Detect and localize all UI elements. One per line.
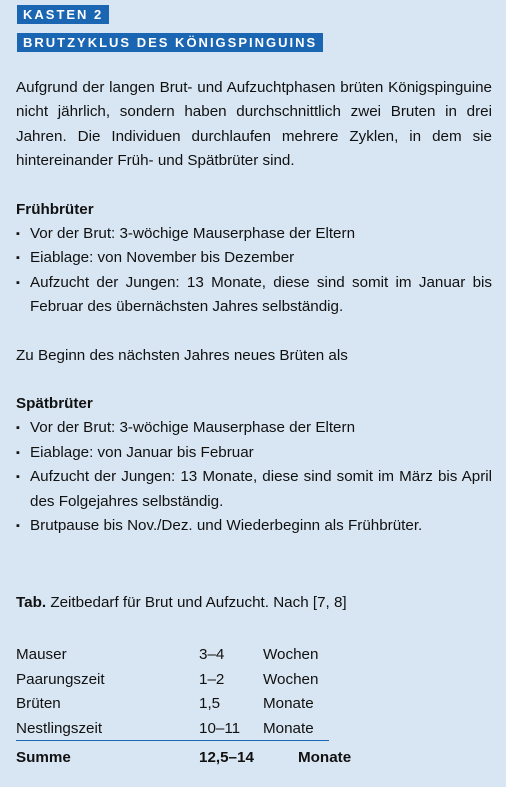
table-row	[16, 717, 333, 742]
total-value: 12,5–14	[199, 749, 254, 766]
caption-text: Zeitbedarf für Brut und Aufzucht. Nach [7, 8]	[50, 594, 347, 611]
phase-cell: Nestlingszeit	[16, 719, 103, 737]
time-table	[16, 643, 333, 741]
late-breeder-heading: Spätbrüter	[16, 395, 93, 413]
box-title: BRUTZYKLUS DES KÖNIGSPINGUINS	[17, 33, 323, 52]
value-cell: 3–4	[199, 646, 225, 663]
phase-cell: Mauser	[16, 646, 67, 663]
intro-paragraph: Aufgrund der langen Brut- und Aufzuchtphasen brüten Königspinguine nicht jährlich, sondern haben durchschnittlich zwei Bruten in drei Jahren. Die Individuen durchlaufen mehrere Zyklen, in dem sie hintereinander Früh- und Spätbrüter sind.	[16, 79, 492, 170]
total-unit: Monate	[298, 749, 352, 766]
phase-cell: Paarungszeit	[16, 670, 105, 688]
list-item: ▪ Brutpause bis Nov./Dez. und Wiederbeginn als Frühbrüter.	[16, 514, 492, 538]
table-row	[16, 668, 333, 693]
unit-cell: Monate	[263, 695, 314, 712]
list-item: ▪ Aufzucht der Jungen: 13 Monate, diese sind somit im Januar bis Februar des übernächsten Jahres selbständig.	[16, 271, 492, 320]
table-caption	[16, 594, 347, 611]
list-item: ▪ Eiablage: von Januar bis Februar	[16, 441, 492, 465]
box-content	[16, 76, 492, 539]
unit-cell: Wochen	[263, 670, 319, 688]
early-breeder-heading: Frühbrüter	[16, 200, 94, 218]
total-label: Summe	[16, 749, 71, 766]
value-cell: 1,5	[199, 695, 221, 712]
unit-cell: Monate	[263, 719, 314, 737]
caption-label: Tab.	[16, 594, 47, 611]
late-breeder-list	[16, 416, 492, 538]
table-divider	[16, 740, 329, 741]
list-item: ▪ Vor der Brut: 3-wöchige Mauserphase der Eltern	[16, 416, 492, 440]
phase-cell: Brüten	[16, 695, 61, 712]
early-breeder-list	[16, 222, 492, 320]
total-row	[16, 747, 351, 769]
list-item: ▪ Aufzucht der Jungen: 13 Monate, diese sind somit im März bis April des Folgejahres selbständig.	[16, 465, 492, 514]
list-item: ▪ Vor der Brut: 3-wöchige Mauserphase der Eltern	[16, 222, 492, 246]
unit-cell: Wochen	[263, 646, 319, 663]
value-cell: 10–11	[199, 719, 241, 737]
transition-text: Zu Beginn des nächsten Jahres neues Brüten als	[16, 346, 348, 364]
value-cell: 1–2	[199, 670, 225, 688]
table-row	[16, 643, 333, 668]
table-row	[16, 692, 333, 717]
list-item: ▪ Eiablage: von November bis Dezember	[16, 246, 492, 270]
box-number-label: KASTEN 2	[17, 5, 109, 24]
